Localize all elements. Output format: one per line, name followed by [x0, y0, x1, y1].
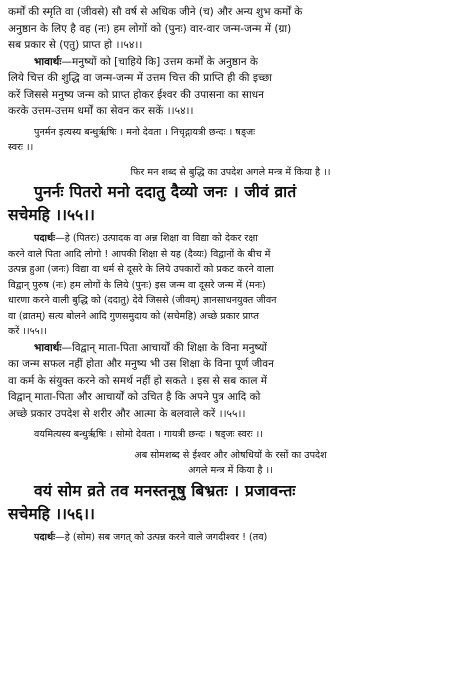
text-line: करने वाले पिता आदि लोगो ! आपकी शिक्षा से यह (दैव्यः) विद्वानों के बीच में — [8, 248, 271, 260]
text-line: अगले मन्त्र में किया है ।। — [188, 465, 273, 476]
mantra-line: पुनर्नः पितरो मनो ददातु दैव्यो जनः । जीवं व्रातं — [34, 183, 297, 201]
text-line: अनुष्ठान के लिए है वह (नः) हम लोगों को (पुनः) वार-वार जन्म-जन्म में (ग्रा) — [8, 22, 292, 35]
text-line: कर्मों की स्मृति वा (जीवसे) सौ वर्ष से अधिक जीने (च) और अन्य शुभ कर्मों के — [8, 6, 303, 18]
mantra-56-intro — [8, 448, 453, 479]
text-line: विद्वान् पुरुष (नः) हम लोगों के लिये (पुनः) इस जन्म वा दूसरे जन्म में (मनः) — [8, 279, 266, 291]
mantra-56 — [8, 479, 453, 525]
text-line: सब प्रकार से (एतु) प्राप्त हो ।।५४।। — [8, 39, 143, 51]
mantra-line: सचेमहि ।।५५।। — [8, 206, 95, 224]
text-line: करके उत्तम-उत्तम धर्मों का सेवन कर सकें ।।५४।। — [8, 105, 194, 117]
mantra-55-intro: फिर मन शब्द से बुद्धि का उपदेश अगले मन्त्र में किया है ।। — [130, 166, 331, 178]
text-line: करें ।।५५।। — [8, 326, 47, 337]
mantra-line: सचेमहि ।।५६।। — [8, 504, 95, 523]
text-line: अब सोमशब्द से ईश्वर और ओषधियों के रसों का उपदेश — [134, 449, 327, 461]
padartha-56 — [8, 530, 453, 546]
mantra-55 — [8, 180, 453, 226]
bhavartha-label: भावार्थः — [34, 55, 62, 68]
padartha-label: पदार्थः — [34, 233, 56, 244]
text-line: वा कर्म के संयुक्त करने को समर्थ नहीं हो सकते । इस से सब काल में — [8, 374, 268, 387]
text-line: करें जिससे मनुष्य जन्म को प्राप्त होकर ईश्वर की उपासना का साधन — [8, 88, 264, 101]
text-line: विद्वान् माता-पिता और आचार्यों को उचित है कि अपने पुत्र आदि को — [8, 391, 261, 403]
text-line: —मनुष्यों को [चाहिये कि] उत्तम कर्मों के अनुष्ठान के — [61, 55, 258, 68]
verse-54-translation-end — [8, 4, 453, 54]
text-line: का जन्म सफल नहीं होता और मनुष्य भी उस शिक्षा के विना पूर्ण जीवन — [8, 358, 274, 370]
text-line: पुनर्मन इत्यस्य बन्धुर्ऋषिः । मनो देवता । निचृद्गायत्री छन्दः । षड्जः — [34, 126, 256, 138]
text-line: स्वरः ।। — [8, 142, 34, 153]
text-line: वा (व्रातम्) सत्य बोलने आदि गुणसमुदाय को (सचेमहि) अच्छे प्रकार प्राप्त — [8, 310, 259, 322]
text-line: उत्पन्न हुआ (जनः) विद्या वा धर्म से दूसरे के लिये उपकारों को प्रकट करने वाला — [8, 264, 274, 275]
rishi-devata-55 — [8, 125, 453, 156]
text-line: लिये चित्त की शुद्धि वा जन्म-जन्म में उत्तम चित्त की प्राप्ति ही की इच्छा — [8, 72, 272, 84]
text-line: —विद्वान् माता-पिता आचार्यों की शिक्षा के विना मनुष्यों — [61, 341, 268, 354]
bhavartha-label: भावार्थः — [34, 341, 62, 354]
text-line: —हे (पितरः) उत्पादक वा अन्न शिक्षा वा विद्या को देकर रक्षा — [55, 233, 258, 244]
bhavartha-55 — [8, 340, 453, 423]
bhavartha-54 — [8, 54, 453, 120]
text-line: धारणा करने वाली बुद्धि को (ददातु) देवे जिससे (जीवम्) ज्ञानसाधनयुक्त जीवन — [8, 295, 277, 306]
text-line: अच्छे प्रकार उपदेश से शरीर और आत्मा के बलवाले करें ।।५५।। — [8, 407, 246, 420]
mantra-line: वयं सोम व्रते तव मनस्तनूषु बिभ्रतः । प्रजावन्तः — [34, 481, 296, 500]
rishi-devata-56: वयमित्यस्य बन्धुर्ऋषिः । सोमो देवता । गायत्री छन्दः । षड्जः स्वरः ।। — [34, 429, 263, 440]
text-line: —हे (सोम) सब जगत् को उत्पन्न करने वाले जगदीश्वर ! (तव) — [55, 531, 268, 543]
padartha-label: पदार्थः — [34, 531, 56, 543]
padartha-55 — [8, 231, 453, 340]
